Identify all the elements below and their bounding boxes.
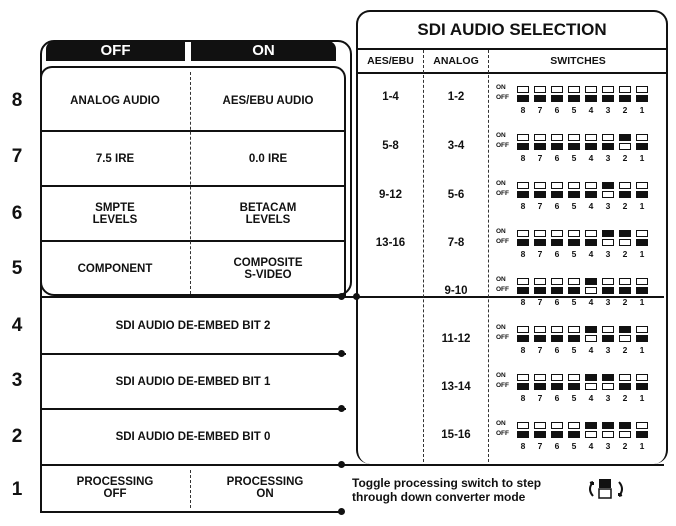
switch-off-box <box>568 431 580 438</box>
switch-off-box <box>551 383 563 390</box>
switch-digit: 5 <box>571 249 577 259</box>
analog-column-header: ANALOG <box>433 55 479 67</box>
switch-digit: 6 <box>554 441 560 451</box>
switch-on-label: ON <box>496 84 506 91</box>
bottom-border-left <box>40 511 340 513</box>
switch-off-box <box>551 95 563 102</box>
switch-on-box <box>517 326 529 333</box>
aes-value: 1-4 <box>382 91 399 103</box>
switch-off-box <box>534 191 546 198</box>
switch-digit: 4 <box>588 105 594 115</box>
switch-on-label: ON <box>496 180 506 187</box>
analog-value: 15-16 <box>441 429 471 441</box>
processing-on-label: PROCESSING ON <box>226 476 304 500</box>
connector-dot <box>338 293 345 300</box>
switch-off-box <box>534 431 546 438</box>
switch-digit: 6 <box>554 153 560 163</box>
switch-7-off-label: 7.5 IRE <box>95 152 135 165</box>
column-divider <box>488 50 489 462</box>
switch-digit: 8 <box>520 393 526 403</box>
switch-on-box <box>636 86 648 93</box>
switch-off-box <box>568 143 580 150</box>
switch-digit: 1 <box>639 153 645 163</box>
switch-on-box <box>551 134 563 141</box>
switch-on-box <box>619 134 631 141</box>
switch-number-6: 6 <box>11 203 23 224</box>
switch-on-box <box>636 374 648 381</box>
switch-digit: 5 <box>571 201 577 211</box>
switch-off-box <box>568 191 580 198</box>
switch-on-box <box>517 374 529 381</box>
switch-on-label: ON <box>496 276 506 283</box>
switch-7-on-label: 0.0 IRE <box>248 152 288 165</box>
switch-digit: 6 <box>554 393 560 403</box>
switch-on-box <box>517 230 529 237</box>
switch-diagram <box>496 371 664 413</box>
switch-on-box <box>551 86 563 93</box>
switch-on-box <box>619 422 631 429</box>
column-divider <box>423 50 424 462</box>
aes-ebu-column-header: AES/EBU <box>367 55 414 67</box>
switch-on-box <box>619 230 631 237</box>
aes-value: 13-16 <box>375 237 406 249</box>
processing-note <box>352 476 582 504</box>
switch-on-box <box>636 422 648 429</box>
switch-on-box <box>568 422 580 429</box>
switch-on-box <box>568 326 580 333</box>
switch-off-box <box>551 431 563 438</box>
switch-digit: 7 <box>537 393 543 403</box>
analog-value: 1-2 <box>447 91 465 103</box>
switch-off-box <box>619 95 631 102</box>
switch-off-box <box>517 95 529 102</box>
analog-value: 9-10 <box>444 285 468 297</box>
switch-off-box <box>585 95 597 102</box>
switch-digit: 7 <box>537 153 543 163</box>
switch-on-box <box>517 422 529 429</box>
analog-value: 5-6 <box>447 189 465 201</box>
switch-digit: 7 <box>537 297 543 307</box>
switch-off-box <box>534 143 546 150</box>
column-header-divider <box>358 72 666 74</box>
switch-off-box <box>602 143 614 150</box>
switch-off-box <box>602 287 614 294</box>
switch-on-box <box>534 422 546 429</box>
switch-on-box <box>585 326 597 333</box>
switch-off-box <box>585 143 597 150</box>
switch-digit: 3 <box>605 105 611 115</box>
switch-off-box <box>636 383 648 390</box>
switch-off-box <box>585 239 597 246</box>
switch-5-off-label: COMPONENT <box>77 263 153 275</box>
switch-off-box <box>517 239 529 246</box>
switch-on-box <box>585 278 597 285</box>
switch-off-box <box>636 191 648 198</box>
switch-off-box <box>568 287 580 294</box>
switch-on-box <box>568 134 580 141</box>
switch-digit: 2 <box>622 345 628 355</box>
switch-on-box <box>551 326 563 333</box>
switch-digit: 7 <box>537 201 543 211</box>
switch-digit: 4 <box>588 345 594 355</box>
switch-off-box <box>517 335 529 342</box>
switch-off-box <box>619 143 631 150</box>
switch-on-box <box>568 374 580 381</box>
switch-on-box <box>602 422 614 429</box>
switch-digit: 6 <box>554 345 560 355</box>
switch-digit: 3 <box>605 249 611 259</box>
aes-value: 5-8 <box>382 140 399 152</box>
switch-digit: 3 <box>605 393 611 403</box>
switch-digit: 6 <box>554 297 560 307</box>
switch-on-label: ON <box>496 372 506 379</box>
switch-on-box <box>602 86 614 93</box>
switch-off-box <box>585 335 597 342</box>
switch-off-box <box>534 335 546 342</box>
switch-on-box <box>636 182 648 189</box>
switch-digit: 6 <box>554 249 560 259</box>
processing-note-line-1: Toggle processing switch to step <box>352 476 542 490</box>
switch-off-box <box>551 287 563 294</box>
switch-4-label: SDI AUDIO DE-EMBED BIT 2 <box>115 319 271 332</box>
switch-off-box <box>517 383 529 390</box>
switch-on-box <box>602 134 614 141</box>
switch-on-label: ON <box>496 420 506 427</box>
switch-off-box <box>585 287 597 294</box>
switch-digit: 1 <box>639 345 645 355</box>
off-column-header: OFF <box>46 41 185 61</box>
switch-digit: 2 <box>622 105 628 115</box>
switch-on-box <box>534 230 546 237</box>
switch-off-box <box>602 95 614 102</box>
switch-off-box <box>636 431 648 438</box>
switch-digit: 5 <box>571 105 577 115</box>
switch-off-box <box>619 191 631 198</box>
switch-on-box <box>585 86 597 93</box>
switch-6-on-label: BETACAM LEVELS <box>239 201 297 226</box>
processing-note-line-2: through down converter mode <box>352 490 526 504</box>
switch-2-label: SDI AUDIO DE-EMBED BIT 0 <box>115 431 271 443</box>
switch-on-box <box>534 326 546 333</box>
switch-off-box <box>551 239 563 246</box>
switch-digit: 4 <box>588 201 594 211</box>
switch-off-box <box>517 191 529 198</box>
switch-digit: 3 <box>605 201 611 211</box>
switch-digit: 6 <box>554 201 560 211</box>
switch-off-label: OFF <box>496 142 509 149</box>
switch-off-box <box>602 191 614 198</box>
switch-digit: 4 <box>588 441 594 451</box>
switch-on-box <box>517 278 529 285</box>
switch-on-box <box>517 86 529 93</box>
switch-number-3: 3 <box>11 370 23 391</box>
switch-number-7: 7 <box>11 146 23 167</box>
switch-on-box <box>585 230 597 237</box>
switch-on-label: ON <box>496 324 506 331</box>
switch-off-box <box>534 383 546 390</box>
switch-off-box <box>551 191 563 198</box>
switch-off-label: OFF <box>496 334 509 341</box>
switch-off-box <box>602 383 614 390</box>
switch-digit: 2 <box>622 201 628 211</box>
analog-value: 13-14 <box>441 381 471 393</box>
switch-on-box <box>534 86 546 93</box>
switch-digit: 5 <box>571 393 577 403</box>
switch-digit: 4 <box>588 249 594 259</box>
switch-on-box <box>602 326 614 333</box>
switch-off-box <box>636 95 648 102</box>
switch-digit: 1 <box>639 105 645 115</box>
toggle-switch-icon <box>583 474 631 504</box>
switch-digit: 4 <box>588 297 594 307</box>
switch-digit: 5 <box>571 345 577 355</box>
switch-off-box <box>636 335 648 342</box>
switch-on-box <box>602 374 614 381</box>
switch-on-label: ON <box>496 228 506 235</box>
switch-digit: 7 <box>537 105 543 115</box>
switch-digit: 5 <box>571 297 577 307</box>
switch-number-5: 5 <box>11 258 23 279</box>
switch-on-box <box>636 326 648 333</box>
switch-digit: 1 <box>639 249 645 259</box>
switch-on-box <box>585 422 597 429</box>
switch-digit: 1 <box>639 441 645 451</box>
switch-digit: 2 <box>622 153 628 163</box>
switch-on-box <box>636 278 648 285</box>
switch-off-label: OFF <box>496 382 509 389</box>
switch-off-box <box>636 287 648 294</box>
connector-dot <box>338 461 345 468</box>
switch-digit: 7 <box>537 345 543 355</box>
switch-digit: 8 <box>520 297 526 307</box>
switch-digit: 1 <box>639 201 645 211</box>
switch-off-box <box>619 431 631 438</box>
switch-off-box <box>585 383 597 390</box>
switch-on-box <box>534 278 546 285</box>
switch-digit: 2 <box>622 297 628 307</box>
switch-off-box <box>619 239 631 246</box>
switch-digit: 2 <box>622 393 628 403</box>
switch-number-2: 2 <box>11 426 23 447</box>
switch-off-label: OFF <box>496 190 509 197</box>
switch-digit: 5 <box>571 153 577 163</box>
analog-value: 3-4 <box>447 140 465 152</box>
switch-digit: 3 <box>605 345 611 355</box>
switch-on-box <box>568 86 580 93</box>
switch-on-box <box>551 422 563 429</box>
switch-digit: 6 <box>554 105 560 115</box>
switch-off-box <box>568 335 580 342</box>
switch-off-box <box>517 287 529 294</box>
switch-on-box <box>602 278 614 285</box>
switches-column-header: SWITCHES <box>550 55 606 67</box>
switch-number-4: 4 <box>11 315 23 336</box>
switch-on-box <box>619 86 631 93</box>
switch-digit: 2 <box>622 441 628 451</box>
analog-value: 11-12 <box>441 333 471 345</box>
title-divider <box>358 48 666 50</box>
switch-off-box <box>619 383 631 390</box>
switch-off-box <box>602 335 614 342</box>
switch-off-box <box>568 383 580 390</box>
switch-digit: 4 <box>588 153 594 163</box>
switch-on-box <box>568 230 580 237</box>
switch-on-box <box>585 134 597 141</box>
switch-8-on-label: AES/EBU AUDIO <box>222 95 314 107</box>
switch-off-box <box>585 431 597 438</box>
switch-on-box <box>619 374 631 381</box>
switch-on-box <box>585 374 597 381</box>
switch-digit: 1 <box>639 297 645 307</box>
switch-diagram <box>496 275 664 317</box>
switch-on-box <box>602 230 614 237</box>
switch-digit: 8 <box>520 345 526 355</box>
switch-on-box <box>551 374 563 381</box>
audio-selection-title: SDI AUDIO SELECTION <box>417 20 607 39</box>
processing-off-label: PROCESSING OFF <box>76 476 154 500</box>
switch-off-box <box>602 239 614 246</box>
switch-on-box <box>551 278 563 285</box>
switch-off-box <box>534 287 546 294</box>
switch-digit: 1 <box>639 393 645 403</box>
switch-on-box <box>602 182 614 189</box>
switch-digit: 7 <box>537 441 543 451</box>
switch-off-box <box>619 335 631 342</box>
analog-value: 7-8 <box>447 237 465 249</box>
switch-on-box <box>619 278 631 285</box>
switch-on-box <box>568 182 580 189</box>
switch-on-label: ON <box>496 132 506 139</box>
off-on-divider <box>190 72 191 294</box>
switch-off-label: OFF <box>496 286 509 293</box>
switch-on-box <box>551 230 563 237</box>
switch-6-off-label: SMPTE LEVELS <box>92 201 138 226</box>
switch-digit: 2 <box>622 249 628 259</box>
switch-digit: 3 <box>605 441 611 451</box>
switch-on-box <box>619 182 631 189</box>
switch-digit: 4 <box>588 393 594 403</box>
switch-on-box <box>619 326 631 333</box>
switch-off-box <box>636 143 648 150</box>
switch-off-box <box>551 335 563 342</box>
switch-off-box <box>568 95 580 102</box>
switch-3-label: SDI AUDIO DE-EMBED BIT 1 <box>115 375 271 388</box>
connector-dot <box>338 508 345 515</box>
on-column-header: ON <box>191 41 336 61</box>
switch-digit: 8 <box>520 105 526 115</box>
switch-off-box <box>551 143 563 150</box>
switch-off-label: OFF <box>496 94 509 101</box>
switch-digit: 7 <box>537 249 543 259</box>
switch-on-box <box>517 134 529 141</box>
switch-8-off-label: ANALOG AUDIO <box>70 95 160 107</box>
switch-number-8: 8 <box>11 90 23 111</box>
switch-on-box <box>534 134 546 141</box>
switch-diagram <box>496 323 664 365</box>
switch-on-box <box>517 182 529 189</box>
switch-on-box <box>551 182 563 189</box>
switch-off-label: OFF <box>496 238 509 245</box>
switch-off-box <box>534 239 546 246</box>
switch-on-box <box>636 134 648 141</box>
switch-digit: 8 <box>520 153 526 163</box>
processing-divider <box>190 470 191 508</box>
switch-diagram <box>496 83 664 125</box>
switch-diagram <box>496 131 664 173</box>
switch-off-label: OFF <box>496 430 509 437</box>
switch-on-box <box>636 230 648 237</box>
switch-on-box <box>534 374 546 381</box>
switch-digit: 8 <box>520 201 526 211</box>
switch-digit: 3 <box>605 153 611 163</box>
switch-5-on-label: COMPOSITE S-VIDEO <box>233 257 303 281</box>
connector-dot <box>338 405 345 412</box>
connector-dot <box>338 350 345 357</box>
switch-diagram <box>496 227 664 269</box>
switch-digit: 8 <box>520 441 526 451</box>
switch-diagram <box>496 419 664 461</box>
switch-digit: 5 <box>571 441 577 451</box>
switch-digit: 3 <box>605 297 611 307</box>
switch-off-box <box>602 431 614 438</box>
aes-value: 9-12 <box>378 189 403 201</box>
switch-digit: 8 <box>520 249 526 259</box>
switch-off-box <box>534 95 546 102</box>
switch-off-box <box>517 143 529 150</box>
switch-off-box <box>585 191 597 198</box>
switch-off-box <box>619 287 631 294</box>
switch-diagram <box>496 179 664 221</box>
switch-on-box <box>585 182 597 189</box>
switch-off-box <box>517 431 529 438</box>
switch-on-box <box>534 182 546 189</box>
switch-off-box <box>568 239 580 246</box>
switch-on-box <box>568 278 580 285</box>
switch-number-1: 1 <box>11 479 23 500</box>
switch-off-box <box>636 239 648 246</box>
